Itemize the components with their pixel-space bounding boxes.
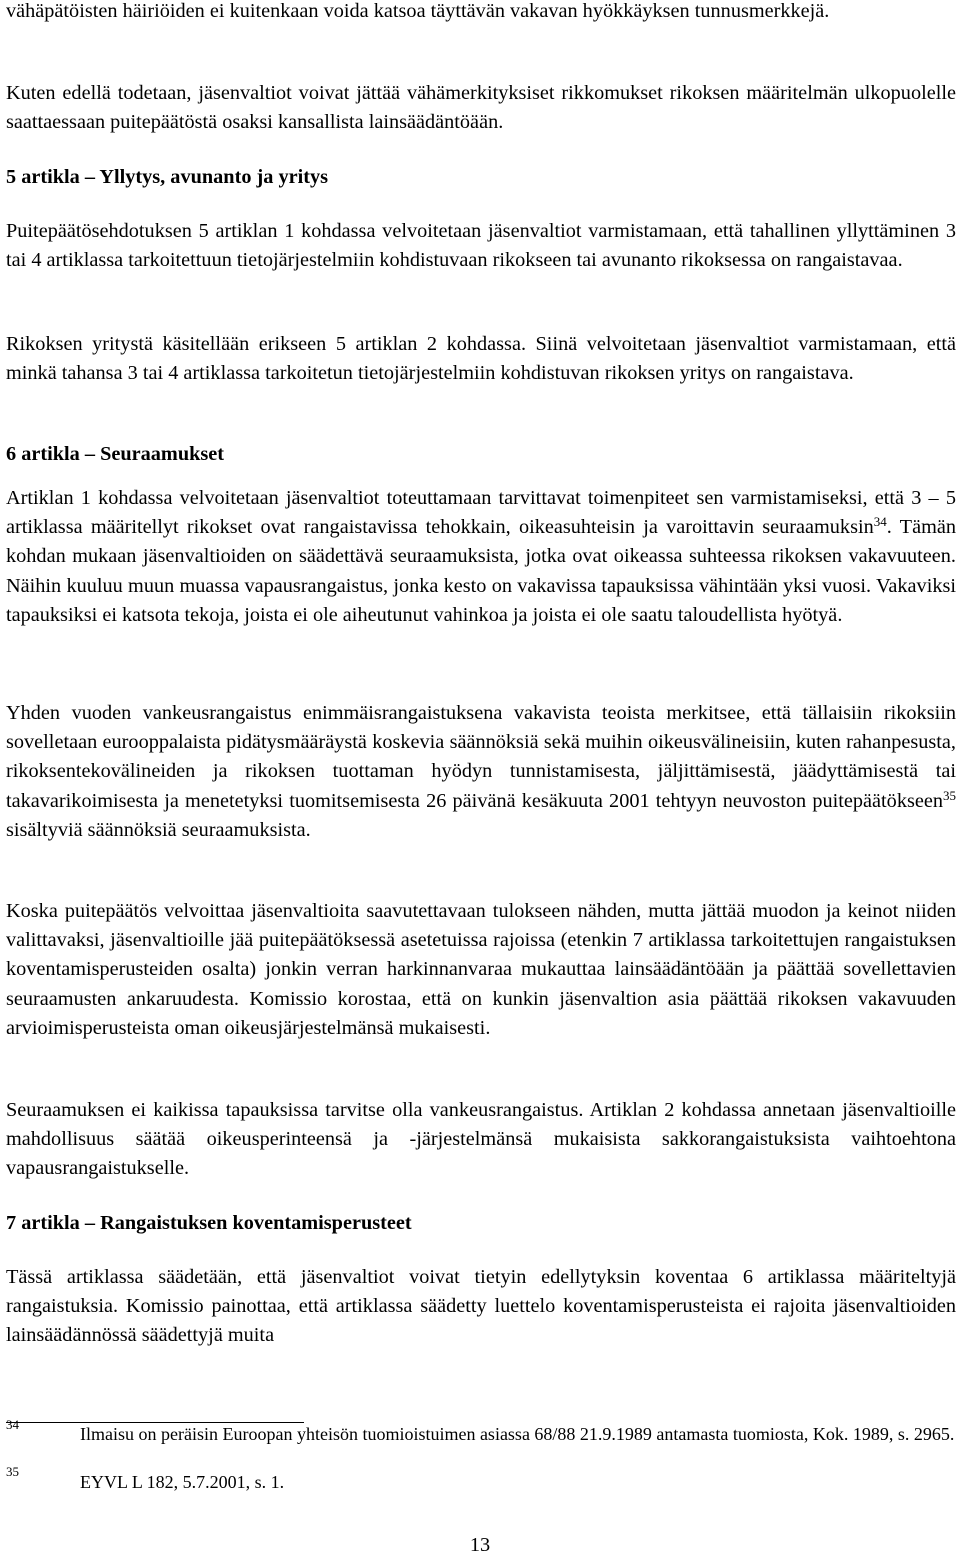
heading-article-6: 6 artikla – Seuraamukset [6,443,225,465]
paragraph-fines: Seuraamuksen ei kaikissa tapauksissa tarvitse olla vankeusrangaistus. Artiklan 2 kohdassa annetaan jäsenvaltioille mahdollisuus säätää oikeusperinteensä ja -järjestelmänsä mukaisista sakkorangaistuksista vaihtoehtona vapausrangaistukselle. [6,1099,956,1180]
footnote-number-35: 35 [6,1464,19,1479]
paragraph-article-6-penalties [6,484,956,630]
paragraph-discretion: Koska puitepäätös velvoittaa jäsenvaltioita saavutettavaan tulokseen nähden, mutta jättää muodon ja keinot niiden valittavaksi, jäsenvaltioille jää puitepäätöksessä asetetuissa rajoissa (etenkin 7 artiklassa tarkoitettujen rangaistuksen koventamisperusteiden osalta) jonkin verran harkinnanvaraa mukauttaa lainsäädäntöään ja päättää sovellettavien seuraamusten ankaruudesta. Komissio korostaa, että on kunkin jäsenvaltion asia päättää rikoksen vakavuuden arvioimisperusteista oman oikeusjärjestelmänsä mukaisesti. [6,900,956,1039]
footnote-text-35: EYVL L 182, 5.7.2001, s. 1. [80,1472,285,1492]
paragraph-text-start: Artiklan 1 kohdassa velvoitetaan jäsenvaltiot toteuttamaan tarvittavat toimenpiteet sen varmistamiseksi, että 3 – 5 artiklassa määritellyt rikokset ovat rangaistavissa tehokkain, oikeasuhteisin ja varoittavin seuraamuksin [6,487,956,539]
paragraph-article-5-attempt: Rikoksen yritystä käsitellään erikseen 5 artiklan 2 kohdassa. Siinä velvoitetaan jäsenvaltiot varmistamaan, että minkä tahansa 3 tai 4 artiklassa tarkoitetun tietojärjestelmiin kohdistuvan rikoksen yritys on rangaistava. [6,333,956,385]
paragraph-article-5-incitement: Puitepäätösehdotuksen 5 artiklan 1 kohdassa velvoitetaan jäsenvaltiot varmistamaan, että tahallinen yllyttäminen 3 tai 4 artiklassa tarkoitettuun tietojärjestelmiin kohdistuvaan rikokseen tai avunanto rikoksessa on rangaistavaa. [6,220,956,272]
heading-article-7: 7 artikla – Rangaistuksen koventamisperusteet [6,1212,412,1234]
paragraph-imprisonment [6,699,956,845]
footnote-text-34: Ilmaisu on peräisin Euroopan yhteisön tuomioistuimen asiassa 68/88 21.9.1989 antamasta tuomiosta, Kok. 1989, s. 2965. [80,1424,955,1444]
page-number: 13 [469,1534,491,1556]
paragraph-text-start: Yhden vuoden vankeusrangaistus enimmäisrangaistuksena vakavista teoista merkitsee, että tällaisiin rikoksiin sovelletaan eurooppalaista pidätysmääräystä koskevia säännöksiä sekä muihin oikeusvälineisiin, kuten rahanpesusta, rikoksentekovälineiden ja rikoksen tuottaman hyödyn tunnistamisesta, jäljittämisestä, jäädyttämisestä tai takavarikoimisesta ja menetetyksi tuomitsemisesta 26 päivänä kesäkuuta 2001 tehtyyn neuvoston puitepäätökseen [6,702,956,812]
paragraph-text-end: . Tämän kohdan mukaan jäsenvaltioiden on säädettävä seuraamuksista, jotka ovat oikeassa suhteessa rikoksen vakavuuteen. Näihin kuuluu muun muassa vapausrangaistus, jonka kesto on vakavissa tapauksissa vähintään yksi vuosi. Vakaviksi tapauksiksi ei katsota tekoja, joista ei ole aiheutunut vahinkoa ja joista ei ole saatu taloudellista hyötyä. [6,516,956,626]
paragraph-continuation: vähäpätöisten häiriöiden ei kuitenkaan voida katsoa täyttävän vakavan hyökkäyksen tunnusmerkkejä. [6,0,830,22]
footnote-reference-34[interactable]: 34 [873,514,887,530]
paragraph-text-end: sisältyviä säännöksiä seuraamuksista. [6,818,311,841]
paragraph-member-states-exclusion: Kuten edellä todetaan, jäsenvaltiot voivat jättää vähämerkityksiset rikkomukset rikoksen määritelmän ulkopuolelle saattaessaan puitepäätöstä osaksi kansallista lainsäädäntöään. [6,82,956,134]
heading-article-5: 5 artikla – Yllytys, avunanto ja yritys [6,166,329,188]
footnote-reference-35[interactable]: 35 [943,787,956,803]
footnote-number-34: 34 [6,1417,19,1432]
paragraph-article-7-aggravating: Tässä artiklassa säädetään, että jäsenvaltiot voivat tietyin edellytyksin koventaa 6 artiklassa määriteltyjä rangaistuksia. Komissio painottaa, että artiklassa säädetty luettelo koventamisperusteista ei rajoita jäsenvaltioiden lainsäädännössä säädettyjä muita [6,1266,956,1347]
